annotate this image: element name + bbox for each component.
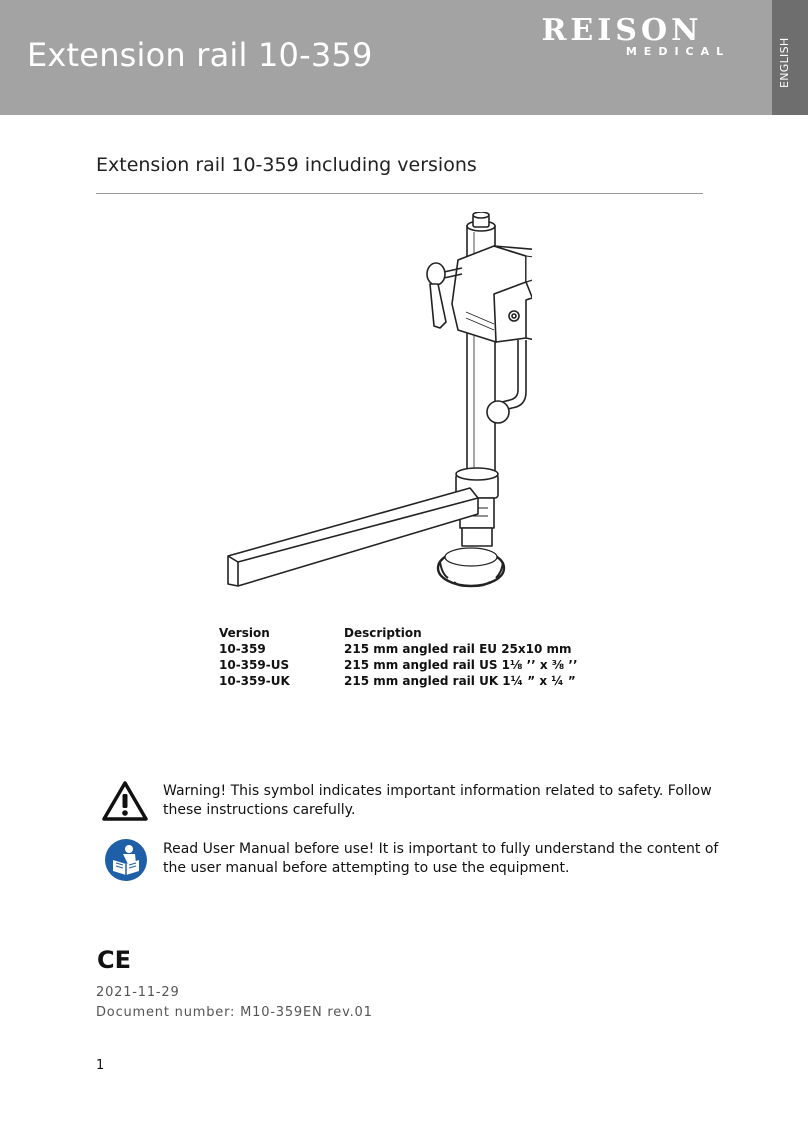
description-cell: 215 mm angled rail UK 1¼ ” x ¼ ”: [344, 674, 576, 688]
document-number: Document number: M10-359EN rev.01: [96, 1005, 373, 1020]
description-cell: 215 mm angled rail US 1⅛ ’’ x ⅜ ’’: [344, 658, 578, 672]
heading-divider: [96, 193, 703, 194]
warning-triangle-icon: [102, 780, 148, 822]
language-label: ENGLISH: [778, 37, 791, 88]
version-cell: 10-359-US: [219, 658, 290, 672]
table-row: [219, 673, 578, 689]
logo-sub-text: MEDICAL: [625, 45, 731, 58]
column-header-version: Version: [219, 626, 270, 640]
table-row: [219, 641, 578, 657]
description-cell: 215 mm angled rail EU 25x10 mm: [344, 642, 572, 656]
table-header-row: [219, 625, 578, 641]
manual-note: Read User Manual before use! It is important to fully understand the content of the user manual before attempting to use the equipment.: [163, 841, 719, 876]
table-row: [219, 657, 578, 673]
logo-brand-text: REISON: [541, 14, 703, 48]
column-header-description: Description: [344, 626, 422, 640]
ce-mark: [97, 946, 131, 970]
reison-medical-logo: [488, 14, 756, 60]
ce-mark-text: CE: [97, 946, 131, 970]
page-number: 1: [96, 1058, 105, 1073]
version-cell: 10-359: [219, 642, 266, 656]
section-heading: Extension rail 10-359 including versions: [96, 154, 477, 176]
document-date: 2021-11-29: [96, 985, 180, 1000]
versions-table: [219, 625, 578, 689]
extension-rail-drawing: [226, 212, 532, 598]
read-manual-icon: [104, 838, 148, 882]
version-cell: 10-359-UK: [219, 674, 290, 688]
warning-note: Warning! This symbol indicates important information related to safety. Follow these instructions carefully.: [163, 783, 712, 818]
document-title: Extension rail 10-359: [27, 36, 373, 74]
